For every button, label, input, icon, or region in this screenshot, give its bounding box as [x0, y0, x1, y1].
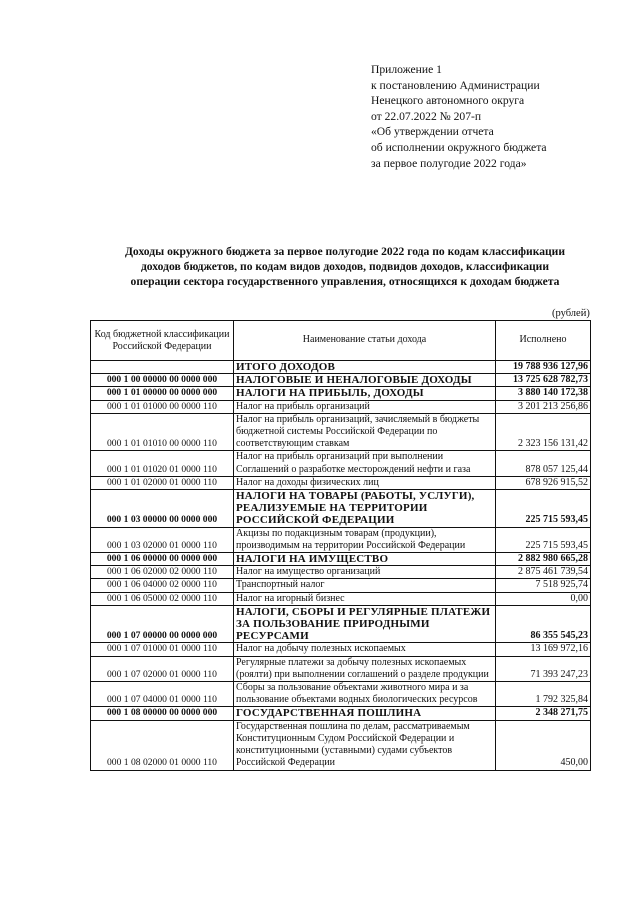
- row-code-cell: 000 1 08 00000 00 0000 000: [91, 707, 234, 720]
- row-code-cell: 000 1 07 02000 01 0000 110: [91, 656, 234, 681]
- row-code-cell: 000 1 06 02000 02 0000 110: [91, 566, 234, 579]
- row-code-cell: 000 1 06 00000 00 0000 000: [91, 553, 234, 566]
- appendix-line: от 22.07.2022 № 207-п: [371, 109, 482, 123]
- row-code-cell: [91, 361, 234, 374]
- title-line: операции сектора государственного управления, относящихся к доходам бюджета: [130, 275, 560, 289]
- row-amount-cell: 3 880 140 172,38: [496, 387, 591, 400]
- table-row: [91, 682, 591, 707]
- appendix-line: к постановлению Администрации: [371, 78, 540, 92]
- table-row: [91, 592, 591, 605]
- table-row: [91, 490, 591, 528]
- row-code-cell: 000 1 06 05000 02 0000 110: [91, 592, 234, 605]
- row-name-cell: НАЛОГИ, СБОРЫ И РЕГУЛЯРНЫЕ ПЛАТЕЖИ ЗА ПОЛЬЗОВАНИЕ ПРИРОДНЫМИ РЕСУРСАМИ: [234, 605, 496, 643]
- row-name-cell: ИТОГО ДОХОДОВ: [234, 361, 496, 374]
- title-line: Доходы окружного бюджета за первое полугодие 2022 года по кодам классификации: [124, 245, 566, 258]
- row-amount-cell: 1 792 325,84: [496, 682, 591, 707]
- table-row: [91, 553, 591, 566]
- row-amount-cell: 3 201 213 256,86: [496, 400, 591, 413]
- table-row: [91, 374, 591, 387]
- appendix-line: «Об утверждении отчета: [371, 125, 494, 139]
- currency-unit-label: (рублей): [552, 308, 590, 319]
- table-row: [91, 579, 591, 592]
- appendix-header: [371, 62, 547, 171]
- appendix-line: Ненецкого автономного округа: [371, 94, 525, 108]
- table-row: [91, 605, 591, 643]
- appendix-line: за первое полугодие 2022 года»: [371, 156, 527, 170]
- row-code-cell: 000 1 03 00000 00 0000 000: [91, 490, 234, 528]
- row-code-cell: 000 1 07 04000 01 0000 110: [91, 682, 234, 707]
- header-code: Код бюджетной классификации Российской Федерации: [91, 321, 234, 361]
- row-name-cell: НАЛОГИ НА ИМУЩЕСТВО: [234, 553, 496, 566]
- table-row: [91, 451, 591, 476]
- row-amount-cell: 2 882 980 665,28: [496, 553, 591, 566]
- row-amount-cell: 71 393 247,23: [496, 656, 591, 681]
- header-amount: Исполнено: [496, 321, 591, 361]
- row-amount-cell: 13 169 972,16: [496, 643, 591, 656]
- table-row: [91, 656, 591, 681]
- row-name-cell: Налог на прибыль организаций при выполнении Соглашений о разработке месторождений нефти и газа: [234, 451, 496, 476]
- row-amount-cell: 878 057 125,44: [496, 451, 591, 476]
- row-name-cell: Акцизы по подакцизным товарам (продукции), производимым на территории Российской Федерации: [234, 527, 496, 552]
- row-code-cell: 000 1 01 01010 00 0000 110: [91, 413, 234, 451]
- table-row: [91, 707, 591, 720]
- row-name-cell: НАЛОГИ НА ПРИБЫЛЬ, ДОХОДЫ: [234, 387, 496, 400]
- row-amount-cell: 19 788 936 127,96: [496, 361, 591, 374]
- row-amount-cell: 7 518 925,74: [496, 579, 591, 592]
- row-name-cell: Налог на добычу полезных ископаемых: [234, 643, 496, 656]
- appendix-line: об исполнении окружного бюджета: [371, 140, 547, 154]
- row-name-cell: Регулярные платежи за добычу полезных ископаемых (роялти) при выполнении соглашений о разделе продукции: [234, 656, 496, 681]
- table-header-row: [91, 321, 591, 361]
- table-row: [91, 476, 591, 489]
- row-name-cell: НАЛОГИ НА ТОВАРЫ (РАБОТЫ, УСЛУГИ), РЕАЛИЗУЕМЫЕ НА ТЕРРИТОРИИ РОССИЙСКОЙ ФЕДЕРАЦИИ: [234, 490, 496, 528]
- row-amount-cell: 450,00: [496, 720, 591, 770]
- table-row: [91, 361, 591, 374]
- row-code-cell: 000 1 01 01020 01 0000 110: [91, 451, 234, 476]
- row-name-cell: Налог на имущество организаций: [234, 566, 496, 579]
- row-amount-cell: 2 875 461 739,54: [496, 566, 591, 579]
- row-code-cell: 000 1 01 02000 01 0000 110: [91, 476, 234, 489]
- table-row: [91, 720, 591, 770]
- row-name-cell: Государственная пошлина по делам, рассматриваемым Конституционным Судом Российской Федерации и конституционными (уставными) судами субъектов Российской Федерации: [234, 720, 496, 770]
- appendix-line: Приложение 1: [371, 63, 442, 76]
- row-amount-cell: 0,00: [496, 592, 591, 605]
- row-name-cell: Налог на прибыль организаций: [234, 400, 496, 413]
- row-code-cell: 000 1 06 04000 02 0000 110: [91, 579, 234, 592]
- row-amount-cell: 86 355 545,23: [496, 605, 591, 643]
- row-amount-cell: 2 323 156 131,42: [496, 413, 591, 451]
- row-code-cell: 000 1 07 01000 01 0000 110: [91, 643, 234, 656]
- row-amount-cell: 13 725 628 782,73: [496, 374, 591, 387]
- row-name-cell: Налог на прибыль организаций, зачисляемый в бюджеты бюджетной системы Российской Федерации по соответствующим ставкам: [234, 413, 496, 451]
- row-amount-cell: 225 715 593,45: [496, 490, 591, 528]
- row-name-cell: НАЛОГОВЫЕ И НЕНАЛОГОВЫЕ ДОХОДЫ: [234, 374, 496, 387]
- row-code-cell: 000 1 03 02000 01 0000 110: [91, 527, 234, 552]
- row-name-cell: Налог на доходы физических лиц: [234, 476, 496, 489]
- row-amount-cell: 225 715 593,45: [496, 527, 591, 552]
- title-line: доходов бюджетов, по кодам видов доходов, подвидов доходов, классификации: [140, 260, 550, 274]
- row-name-cell: Сборы за пользование объектами животного мира и за пользование объектами водных биологических ресурсов: [234, 682, 496, 707]
- table-row: [91, 527, 591, 552]
- revenue-table: [90, 320, 591, 771]
- row-amount-cell: 2 348 271,75: [496, 707, 591, 720]
- header-name: Наименование статьи дохода: [234, 321, 496, 361]
- row-code-cell: 000 1 01 00000 00 0000 000: [91, 387, 234, 400]
- table-row: [91, 643, 591, 656]
- row-name-cell: Налог на игорный бизнес: [234, 592, 496, 605]
- table-row: [91, 387, 591, 400]
- row-amount-cell: 678 926 915,52: [496, 476, 591, 489]
- table-row: [91, 400, 591, 413]
- row-code-cell: 000 1 00 00000 00 0000 000: [91, 374, 234, 387]
- row-name-cell: ГОСУДАРСТВЕННАЯ ПОШЛИНА: [234, 707, 496, 720]
- row-code-cell: 000 1 01 01000 00 0000 110: [91, 400, 234, 413]
- table-row: [91, 413, 591, 451]
- table-row: [91, 566, 591, 579]
- row-code-cell: 000 1 08 02000 01 0000 110: [91, 720, 234, 770]
- row-code-cell: 000 1 07 00000 00 0000 000: [91, 605, 234, 643]
- document-title: [80, 244, 610, 290]
- row-name-cell: Транспортный налог: [234, 579, 496, 592]
